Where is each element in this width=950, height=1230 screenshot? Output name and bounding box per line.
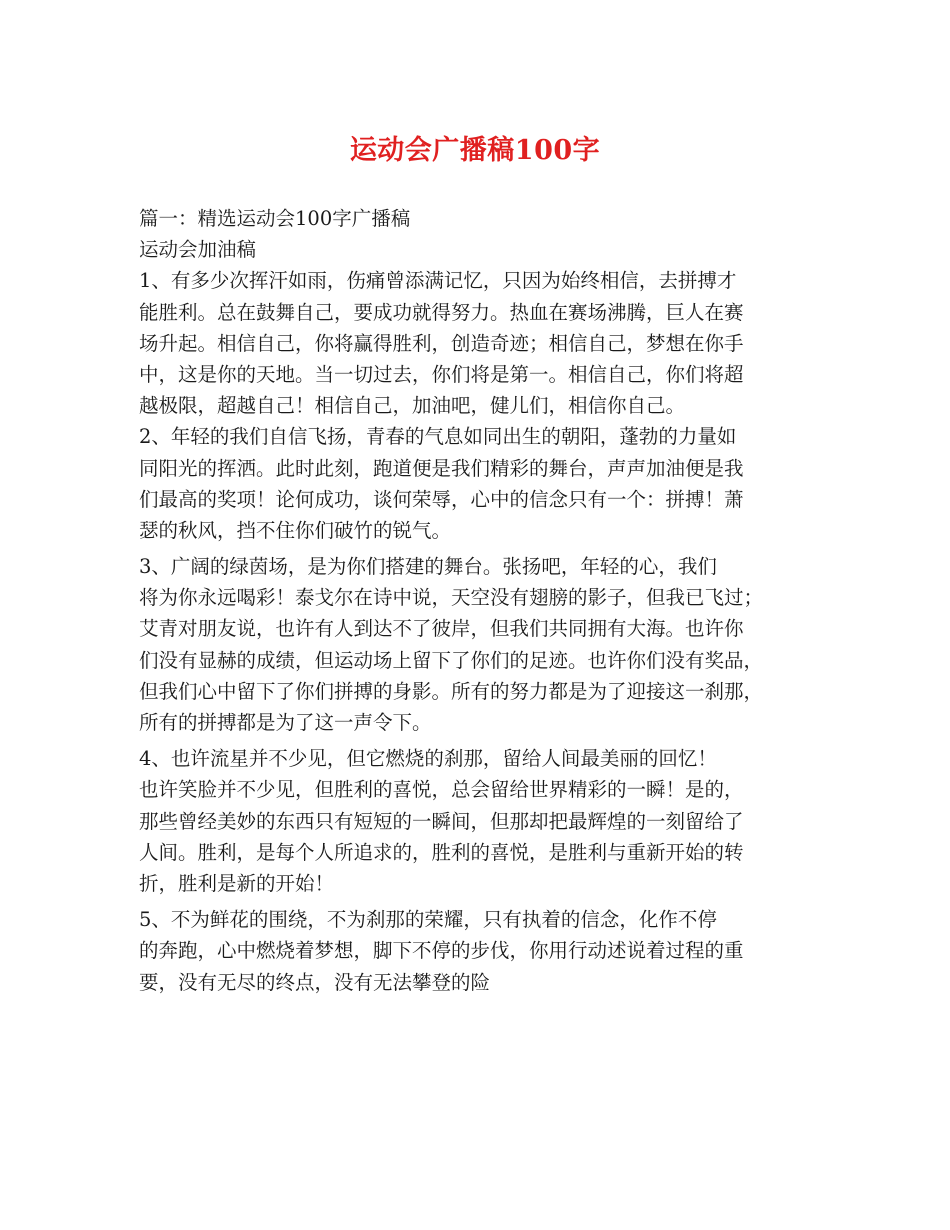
document-title: 运动会广播稿100字 — [349, 135, 601, 166]
paragraph-line: 将为你永远喝彩！泰戈尔在诗中说，天空没有翅膀的影子，但我已飞过； — [139, 586, 764, 610]
paragraph-line: 瑟的秋风，挡不住你们破竹的锐气。 — [139, 518, 452, 542]
paragraph-line: 要，没有无尽的终点，没有无法攀登的险 — [139, 970, 491, 994]
document-body — [139, 203, 815, 998]
paragraph-line: 的奔跑，心中燃烧着梦想，脚下不停的步伐，你用行动述说着过程的重 — [139, 939, 744, 963]
paragraph-line: 2、年轻的我们自信飞扬，青春的气息如同出生的朝阳，蓬勃的力量如 — [139, 425, 737, 449]
paragraph-line: 1、有多少次挥汗如雨，伤痛曾添满记忆，只因为始终相信，去拼搏才 — [139, 269, 737, 293]
paragraph-line: 但我们心中留下了你们拼搏的身影。所有的努力都是为了迎接这一刹那， — [139, 679, 764, 703]
paragraph-line: 折，胜利是新的开始！ — [139, 871, 335, 895]
paragraph-line: 4、也许流星并不少见，但它燃烧的刹那，留给人间最美丽的回忆！ — [139, 747, 717, 771]
paragraph-line: 中，这是你的天地。当一切过去，你们将是第一。相信自己，你们将超 — [139, 362, 744, 386]
paragraph-line: 3、广阔的绿茵场，是为你们搭建的舞台。张扬吧，年轻的心，我们 — [139, 555, 717, 579]
paragraph-line: 同阳光的挥洒。此时此刻，跑道便是我们精彩的舞台，声声加油便是我 — [139, 456, 744, 480]
paragraph-line: 越极限，超越自己！相信自己，加油吧，健儿们，相信你自己。 — [139, 394, 686, 418]
paragraph-line: 人间。胜利，是每个人所追求的，胜利的喜悦，是胜利与重新开始的转 — [139, 840, 744, 864]
paragraph-line: 也许笑脸并不少见，但胜利的喜悦，总会留给世界精彩的一瞬！是的， — [139, 778, 744, 802]
paragraph-line: 5、不为鲜花的围绕，不为刹那的荣耀，只有执着的信念，化作不停 — [139, 908, 717, 932]
paragraph-line: 们没有显赫的成绩，但运动场上留下了你们的足迹。也许你们没有奖品， — [139, 648, 764, 672]
paragraph-line: 们最高的奖项！论何成功，谈何荣辱，心中的信念只有一个：拼搏！萧 — [139, 487, 744, 511]
paragraph-line: 那些曾经美妙的东西只有短短的一瞬间，但那却把最辉煌的一刻留给了 — [139, 809, 744, 833]
paragraph-line: 艾青对朋友说，也许有人到达不了彼岸，但我们共同拥有大海。也许你 — [139, 617, 744, 641]
paragraph-line: 能胜利。总在鼓舞自己，要成功就得努力。热血在赛场沸腾，巨人在赛 — [139, 300, 744, 324]
subheading: 运动会加油稿 — [139, 238, 257, 262]
paragraph-line: 场升起。相信自己，你将赢得胜利，创造奇迹；相信自己，梦想在你手 — [139, 331, 744, 355]
paragraph-line: 所有的拼搏都是为了这一声令下。 — [139, 711, 432, 734]
section-heading: 篇一：精选运动会100字广播稿 — [139, 207, 411, 230]
